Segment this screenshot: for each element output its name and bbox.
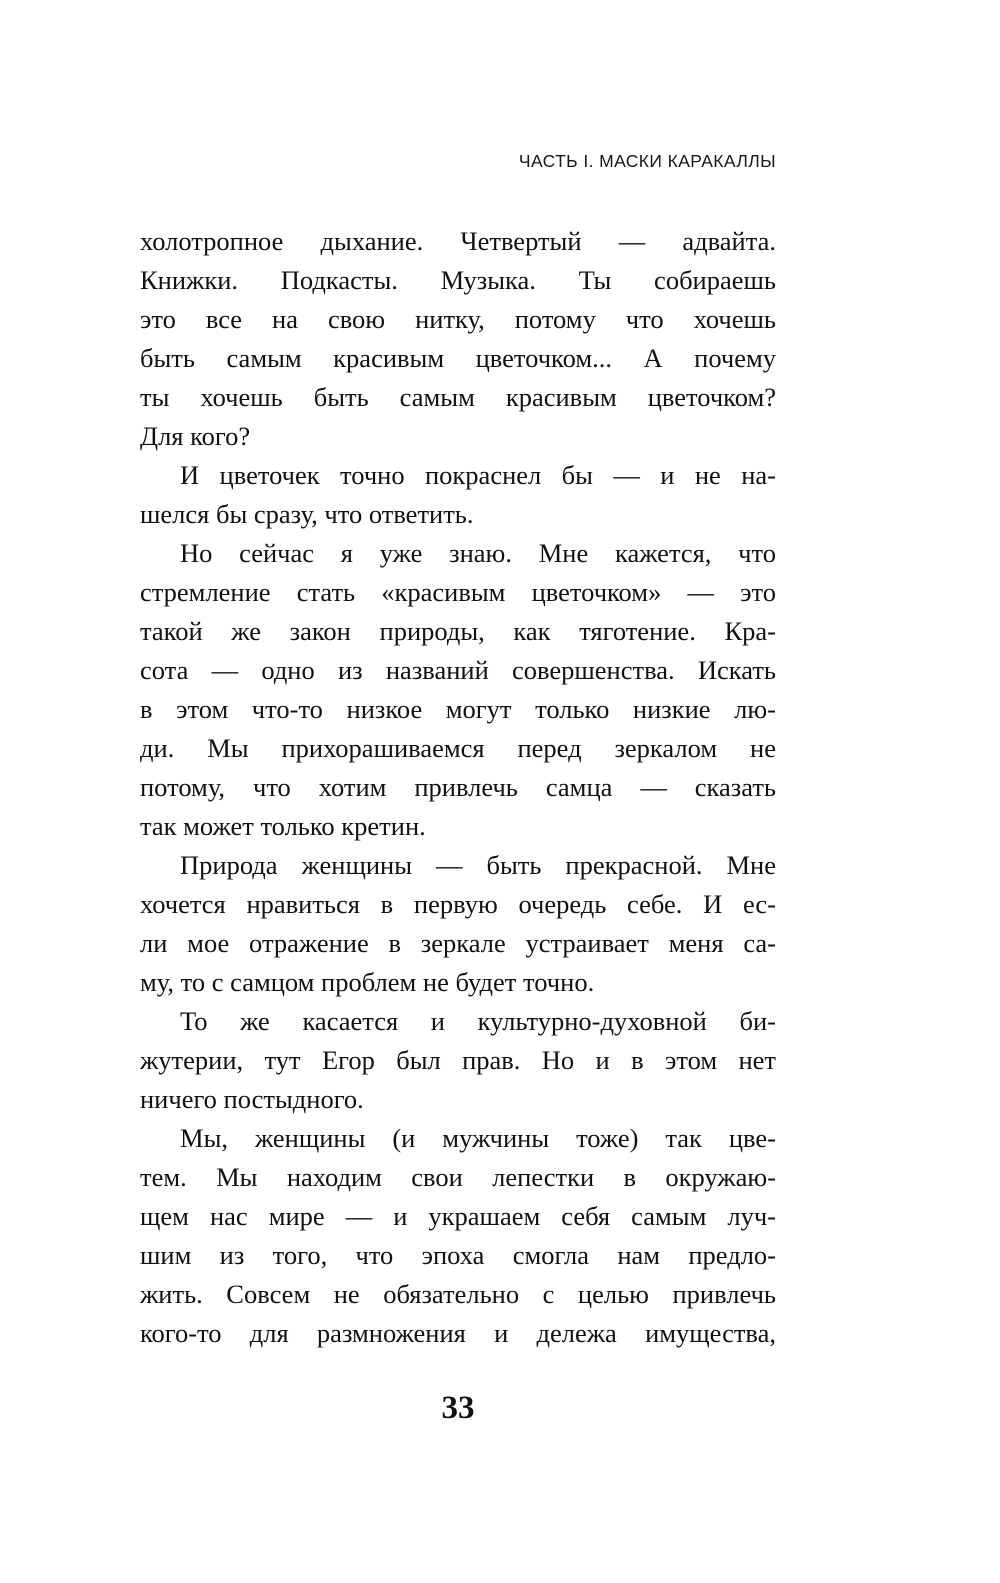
- text-line: так может только кретин.: [140, 811, 426, 841]
- text-line: стремление стать «красивым цветочком» — это: [140, 577, 776, 607]
- text-line: потому, что хотим привлечь самца — сказать: [140, 772, 776, 802]
- text-line: такой же закон природы, как тяготение. Кра-: [140, 616, 776, 646]
- text-line: жутерии, тут Егор был прав. Но и в этом нет: [140, 1045, 776, 1075]
- text-line: му, то с самцом проблем не будет точно.: [140, 967, 595, 997]
- text-line: это все на свою нитку, потому что хочешь: [140, 304, 776, 334]
- text-line: шим из того, что эпоха смогла нам предло-: [140, 1240, 776, 1270]
- text-line: ты хочешь быть самым красивым цветочком?: [140, 382, 776, 412]
- text-line: Для кого?: [140, 421, 251, 451]
- text-line: Но сейчас я уже знаю. Мне кажется, что: [180, 538, 776, 568]
- paragraph: [140, 1002, 776, 1119]
- paragraph: [140, 456, 776, 534]
- text-line: щем нас мире — и украшаем себя самым луч-: [140, 1201, 776, 1231]
- page-number: 33: [441, 1390, 475, 1426]
- paragraph: [140, 534, 776, 846]
- text-line: Книжки. Подкасты. Музыка. Ты собираешь: [140, 265, 776, 295]
- text-line: Природа женщины — быть прекрасной. Мне: [180, 850, 776, 880]
- text-line: И цветочек точно покраснел бы — и не на-: [180, 460, 776, 490]
- text-line: ли мое отражение в зеркале устраивает меня са-: [140, 928, 776, 958]
- paragraph: [140, 1119, 776, 1353]
- text-line: холотропное дыхание. Четвертый — адвайта.: [140, 226, 776, 256]
- body-text: [140, 222, 776, 1353]
- paragraph: [140, 846, 776, 1002]
- text-line: хочется нравиться в первую очередь себе. И ес-: [140, 889, 776, 919]
- running-head: ЧАСТЬ I. МАСКИ КАРАКАЛЛЫ: [518, 151, 776, 171]
- text-line: шелся бы сразу, что ответить.: [140, 499, 474, 529]
- paragraph: [140, 222, 776, 456]
- text-line: Мы, женщины (и мужчины тоже) так цве-: [180, 1123, 776, 1153]
- text-line: тем. Мы находим свои лепестки в окружаю-: [140, 1162, 776, 1192]
- text-line: ничего постыдного.: [140, 1084, 364, 1114]
- text-line: жить. Совсем не обязательно с целью привлечь: [140, 1279, 776, 1309]
- text-line: сота — одно из названий совершенства. Искать: [140, 655, 776, 685]
- text-line: в этом что-то низкое могут только низкие лю-: [140, 694, 776, 724]
- text-line: ди. Мы прихорашиваемся перед зеркалом не: [140, 733, 776, 763]
- text-line: быть самым красивым цветочком... А почему: [140, 343, 776, 373]
- text-line: кого-то для размножения и дележа имущества,: [140, 1318, 776, 1348]
- text-line: То же касается и культурно-духовной би-: [180, 1006, 776, 1036]
